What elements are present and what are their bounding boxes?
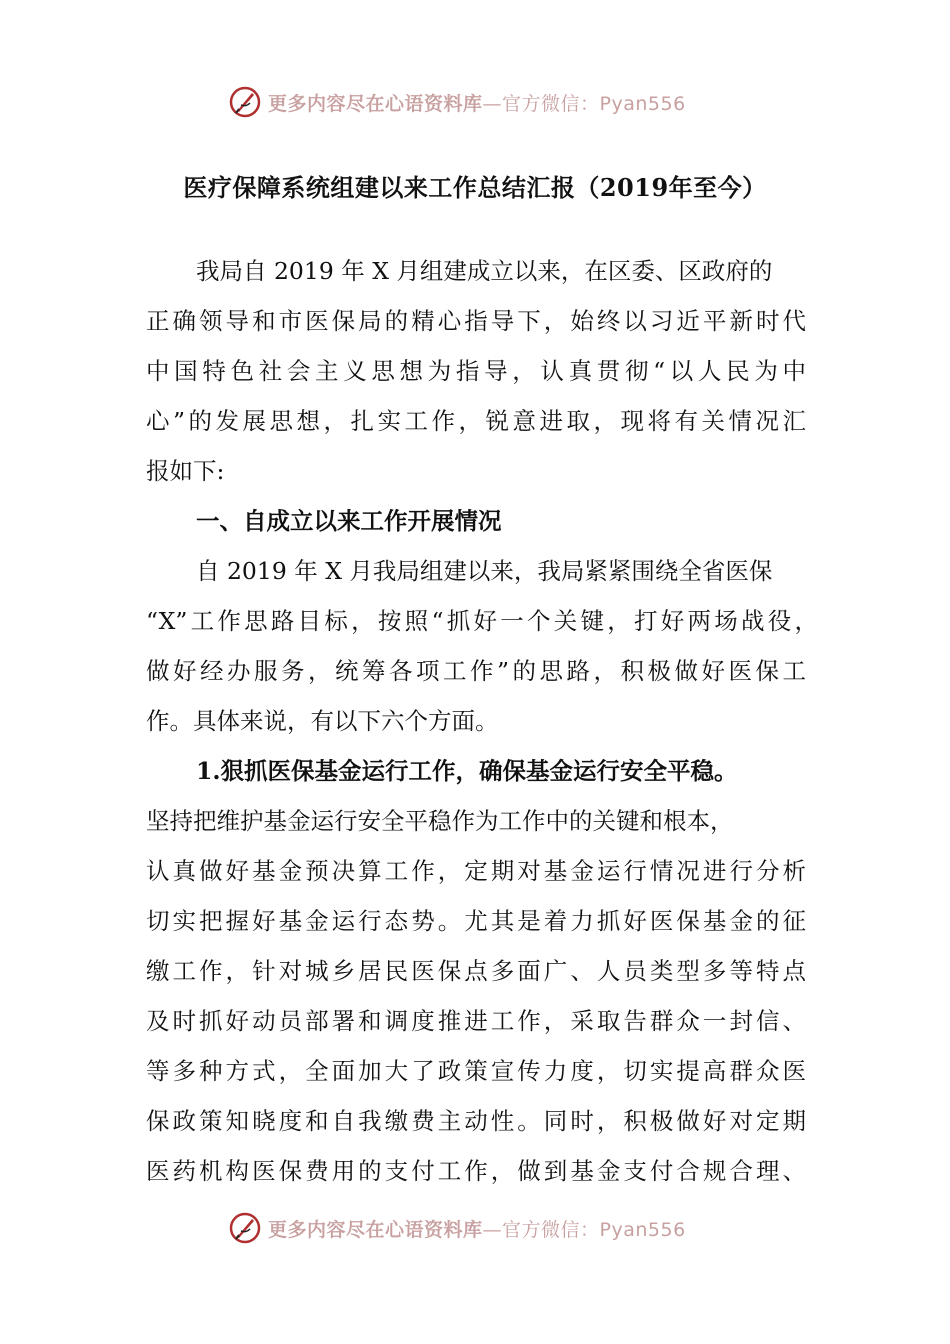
quill-pen-logo-icon (228, 1211, 262, 1245)
body-line: 心”的发展思想，扎实工作，锐意进取，现将有关情况汇 (146, 407, 806, 435)
watermark-banner-top (0, 82, 950, 122)
watermark-text-wx: 官方微信： (502, 1218, 600, 1241)
watermark-text-id: Pyan556 (599, 92, 686, 115)
body-line: 缴工作，针对城乡居民医保点多面广、人员类型多等特点 (146, 957, 806, 985)
watermark-dash: — (482, 1218, 503, 1241)
watermark-text (268, 89, 686, 116)
body-line: “X”工作思路目标，按照“抓好一个关键，打好两场战役， (146, 607, 818, 635)
watermark-content (228, 82, 686, 122)
watermark-text (268, 1215, 686, 1242)
body-line: 坚持把维护基金运行安全平稳作为工作中的关键和根本， (146, 807, 734, 835)
body-line: 等多种方式，全面加大了政策宣传力度，切实提高群众医 (146, 1057, 806, 1085)
body-line: 医药机构医保费用的支付工作，做到基金支付合规合理、 (146, 1157, 806, 1185)
body-line: 中国特色社会主义思想为指导，认真贯彻“以人民为中 (146, 357, 806, 385)
watermark-dash: — (482, 92, 503, 115)
watermark-banner-bottom (0, 1208, 950, 1248)
watermark-text-cn: 更多内容尽在心语资料库 (268, 1218, 483, 1241)
watermark-text-cn: 更多内容尽在心语资料库 (268, 92, 483, 115)
watermark-text-wx: 官方微信： (502, 92, 600, 115)
body-line: 正确领导和市医保局的精心指导下，始终以习近平新时代 (146, 307, 806, 335)
body-line: 及时抓好动员部署和调度推进工作，采取告群众一封信、 (146, 1007, 806, 1035)
body-line: 我局自 2019 年 X 月组建成立以来，在区委、区政府的 (196, 257, 773, 285)
document-title: 医疗保障系统组建以来工作总结汇报（2019年至今） (183, 173, 767, 202)
body-line: 做好经办服务，统筹各项工作”的思路，积极做好医保工 (146, 657, 806, 685)
subsection-heading: 1.狠抓医保基金运行工作，确保基金运行安全平稳。 (196, 757, 738, 785)
watermark-text-id: Pyan556 (599, 1218, 686, 1241)
body-line: 认真做好基金预决算工作，定期对基金运行情况进行分析 (146, 857, 806, 885)
body-line: 作。具体来说，有以下六个方面。 (146, 707, 499, 735)
watermark-content (228, 1208, 686, 1248)
body-line: 切实把握好基金运行态势。尤其是着力抓好医保基金的征 (146, 907, 806, 935)
body-line: 报如下: (146, 457, 225, 485)
quill-pen-logo-icon (228, 85, 262, 119)
body-line: 自 2019 年 X 月我局组建以来，我局紧紧围绕全省医保 (196, 557, 773, 585)
body-line: 保政策知晓度和自我缴费主动性。同时，积极做好对定期 (146, 1107, 806, 1135)
section-heading: 一、自成立以来工作开展情况 (196, 507, 502, 535)
